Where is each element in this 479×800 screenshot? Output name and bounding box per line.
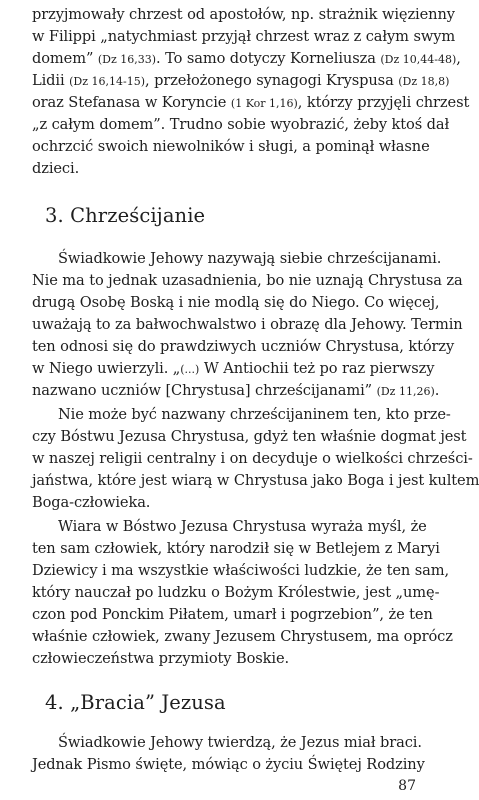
text: drugą Osobę Boską i nie modlą się do Niego. Co więcej, bbox=[32, 294, 440, 311]
text-line bbox=[32, 492, 416, 514]
text-line bbox=[32, 114, 450, 136]
text: Nie może być nazwany chrześcijaninem ten, kto prze- bbox=[58, 406, 451, 423]
text: jaństwa, które jest wiarą w Chrystusa jako Boga i jest kultem bbox=[32, 472, 479, 489]
text: . To samo dotyczy Korneliusza bbox=[156, 50, 376, 67]
text-line bbox=[32, 136, 430, 158]
text-line bbox=[32, 754, 425, 776]
bible-reference: (Dz 16,14-15) bbox=[69, 75, 145, 88]
text: w Filippi „natychmiast przyjął chrzest wraz z całym swym bbox=[32, 28, 456, 45]
bible-reference: (1 Kor 1,16) bbox=[230, 97, 298, 110]
text: który nauczał po ludzku o Bożym Królestwie, jest „umę- bbox=[32, 584, 440, 601]
text: przyjmowały chrzest od apostołów, np. strażnik więzienny bbox=[32, 6, 455, 23]
text: Boga-człowieka. bbox=[32, 494, 151, 511]
ellipsis: (...) bbox=[180, 363, 200, 376]
text-line bbox=[58, 248, 442, 270]
text: nazwano uczniów [Chrystusa] chrześcijanami” bbox=[32, 382, 373, 399]
text: Świadkowie Jehowy nazywają siebie chrześcijanami. bbox=[58, 250, 442, 267]
text-line bbox=[32, 358, 435, 381]
text-line bbox=[32, 314, 463, 336]
text: Wiara w Bóstwo Jezusa Chrystusa wyraża myśl, że bbox=[58, 518, 427, 535]
text-line bbox=[32, 336, 455, 358]
text-line bbox=[32, 4, 455, 26]
text-line bbox=[32, 538, 440, 560]
bible-reference: (Dz 11,26) bbox=[376, 385, 435, 398]
text: uważają to za bałwochwalstwo i obrazę dla Jehowy. Termin bbox=[32, 316, 463, 333]
text: , którzy przyjęli chrzest bbox=[297, 94, 470, 111]
text: domem” bbox=[32, 50, 94, 67]
text-line bbox=[32, 70, 450, 93]
section-heading: 4. „Bracia” Jezusa bbox=[45, 691, 226, 714]
text: w naszej religii centralny i on decyduje o wielkości chrześci- bbox=[32, 450, 473, 467]
text-line bbox=[32, 448, 473, 470]
bible-reference: (Dz 18,8) bbox=[398, 75, 450, 88]
text-line bbox=[32, 48, 461, 71]
text-line bbox=[58, 516, 427, 538]
text: Dziewicy i ma wszystkie właściwości ludzkie, że ten sam, bbox=[32, 562, 450, 579]
bible-reference: (Dz 16,33) bbox=[97, 53, 157, 66]
text: oraz Stefanasa w Koryncie bbox=[32, 94, 227, 111]
text-line bbox=[32, 426, 467, 448]
text: w Niego uwierzyli. „ bbox=[32, 360, 181, 377]
text-line bbox=[58, 732, 422, 754]
text-line bbox=[58, 404, 451, 426]
section-heading: 3. Chrześcijanie bbox=[45, 204, 206, 227]
text: „z całym domem”. Trudno sobie wyobrazić, żeby ktoś dał bbox=[32, 116, 450, 133]
text-line bbox=[32, 604, 433, 626]
text-line bbox=[32, 26, 456, 48]
text-line bbox=[32, 270, 463, 292]
text: Lidii bbox=[32, 72, 65, 89]
text: człowieczeństwa przymioty Boskie. bbox=[32, 650, 290, 667]
page-number: 87 bbox=[398, 778, 416, 794]
bible-reference: (Dz 10,44-48) bbox=[380, 53, 457, 66]
text-line bbox=[32, 648, 416, 670]
text-line bbox=[32, 158, 416, 180]
text: ten odnosi się do prawdziwych uczniów Chrystusa, którzy bbox=[32, 338, 455, 355]
text-line bbox=[32, 92, 470, 115]
text: czon pod Ponckim Piłatem, umarł i pogrzebion”, że ten bbox=[32, 606, 433, 623]
text: . bbox=[434, 382, 440, 399]
text-line bbox=[32, 626, 453, 648]
text-line bbox=[32, 380, 440, 403]
text: , przełożonego synagogi Kryspusa bbox=[145, 72, 394, 89]
text: ten sam człowiek, który narodził się w Betlejem z Maryi bbox=[32, 540, 440, 557]
text: , bbox=[456, 50, 461, 67]
text-line bbox=[32, 292, 440, 314]
text-line bbox=[32, 560, 450, 582]
text: W Antiochii też po raz pierwszy bbox=[199, 360, 435, 377]
text: czy Bóstwu Jezusa Chrystusa, gdyż ten właśnie dogmat jest bbox=[32, 428, 467, 445]
text: dzieci. bbox=[32, 160, 80, 177]
text: właśnie człowiek, zwany Jezusem Chrystusem, ma oprócz bbox=[32, 628, 453, 645]
text: Świadkowie Jehowy twierdzą, że Jezus miał braci. bbox=[58, 734, 422, 751]
text: Jednak Pismo święte, mówiąc o życiu Świętej Rodziny bbox=[32, 756, 425, 773]
text: ochrzcić swoich niewolników i sługi, a pominął własne bbox=[32, 138, 430, 155]
text-line bbox=[32, 582, 440, 604]
text-line bbox=[32, 470, 479, 492]
text: Nie ma to jednak uzasadnienia, bo nie uznają Chrystusa za bbox=[32, 272, 463, 289]
